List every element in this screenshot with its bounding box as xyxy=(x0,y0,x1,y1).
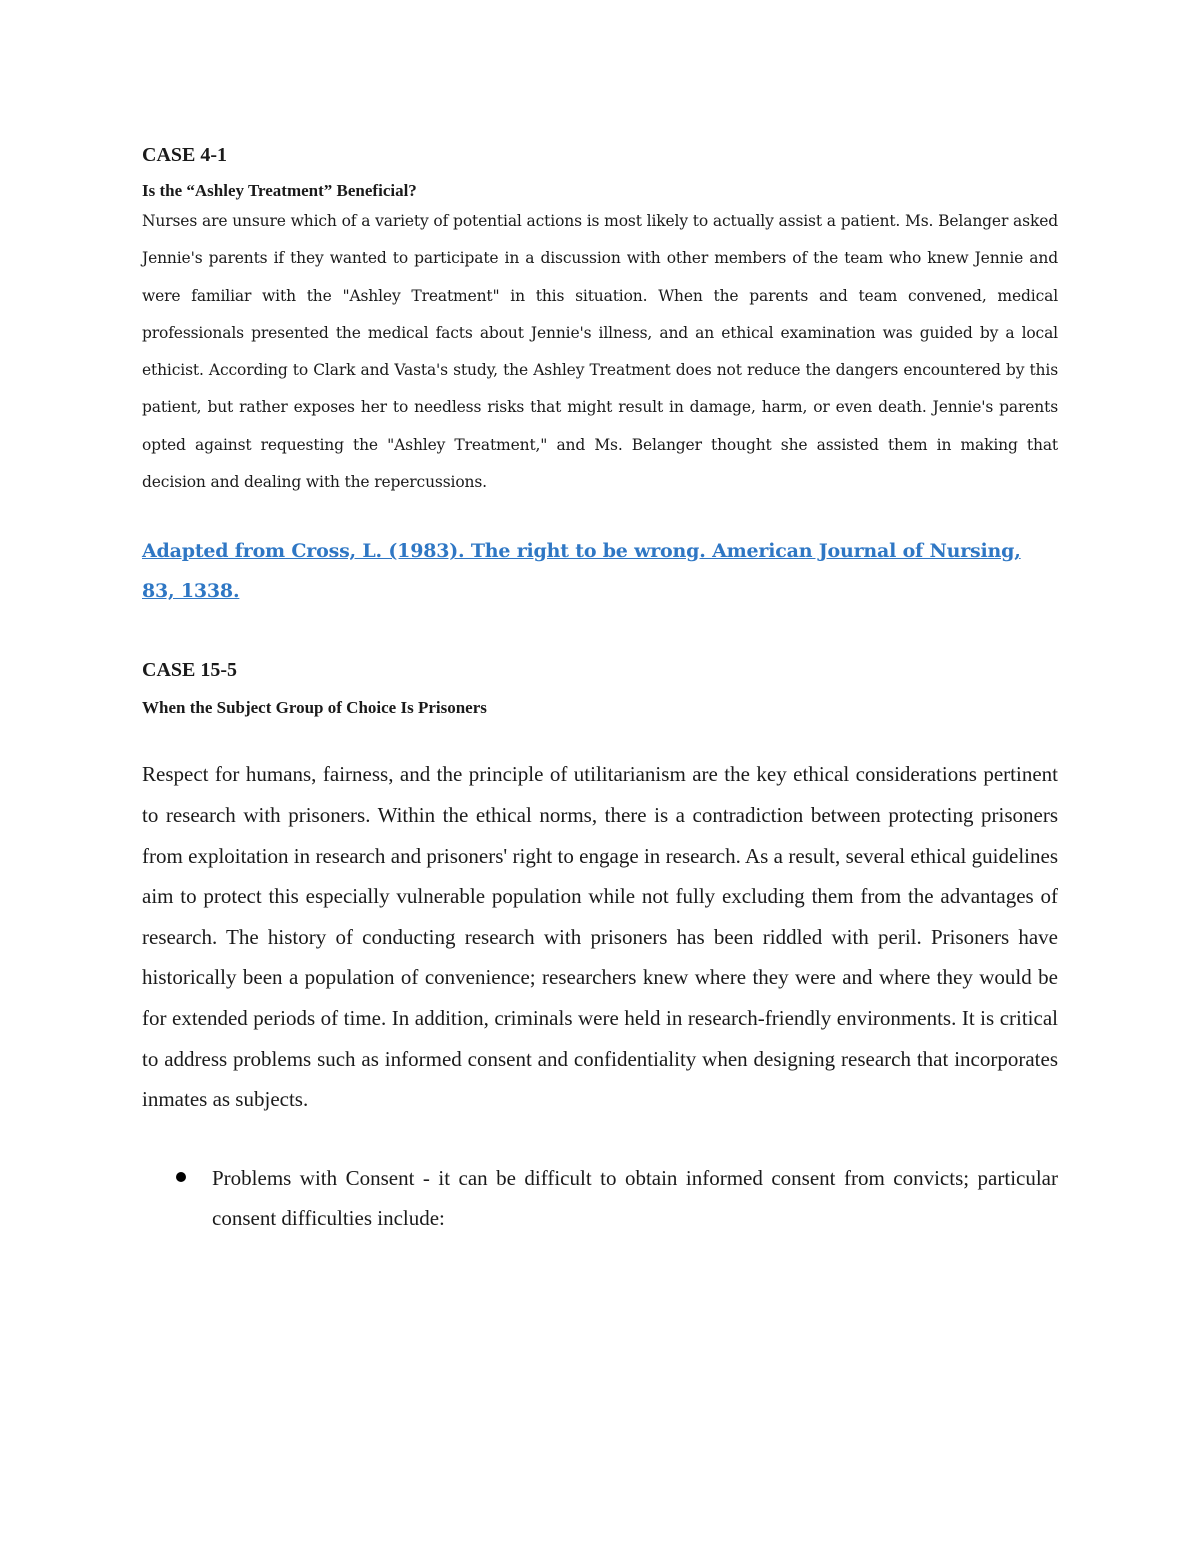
case-15-5-body: Respect for humans, fairness, and the principle of utilitarianism are the key ethical considerations pertinent to research with prisoners. Within the ethical norms, there is a contradiction between protecting prisoners from exploitation in research and prisoners' right to engage in research. As a result, several ethical guidelines aim to protect this especially vulnerable population while not fully excluding them from the advantages of research. The history of conducting research with prisoners has been riddled with peril. Prisoners have historically been a population of convenience; researchers knew where they were and where they would be for extended periods of time. In addition, criminals were held in research-friendly environments. It is critical to address problems such as informed consent and confidentiality when designing research that incorporates inmates as subjects. xyxy=(142,762,1058,1112)
bullet-icon xyxy=(176,1172,186,1182)
bullet-text: Problems with Consent - it can be difficult to obtain informed consent from convicts; particular consent difficulties include: xyxy=(212,1165,1058,1231)
case-4-1-body: Nurses are unsure which of a variety of potential actions is most likely to actually assist a patient. Ms. Belanger asked Jennie's parents if they wanted to participate in a discussion with other members of the team who knew Jennie and were familiar with the "Ashley Treatment" in this situation. When the parents and team convened, medical professionals presented the medical facts about Jennie's illness, and an ethical examination was guided by a local ethicist. According to Clark and Vasta's study, the Ashley Treatment does not reduce the dangers encountered by this patient, but rather exposes her to needless risks that might result in damage, harm, or even death. Jennie's parents opted against requesting the "Ashley Treatment," and Ms. Belanger thought she assisted them in making that decision and dealing with the repercussions. xyxy=(142,212,1058,492)
case-4-1-subtitle: Is the “Ashley Treatment” Beneficial? xyxy=(142,181,417,200)
list-item xyxy=(142,1158,1058,1239)
case-15-5-heading: CASE 15-5 xyxy=(142,659,238,682)
document-page xyxy=(142,140,1058,1239)
bullet-list xyxy=(142,1158,1058,1239)
case-4-1-heading: CASE 4-1 xyxy=(142,144,228,166)
citation-link[interactable]: Adapted from Cross, L. (1983). The right to be wrong. American Journal of Nursing, 83, 1338. xyxy=(142,540,1021,603)
case-15-5-subtitle: When the Subject Group of Choice Is Prisoners xyxy=(142,698,487,718)
